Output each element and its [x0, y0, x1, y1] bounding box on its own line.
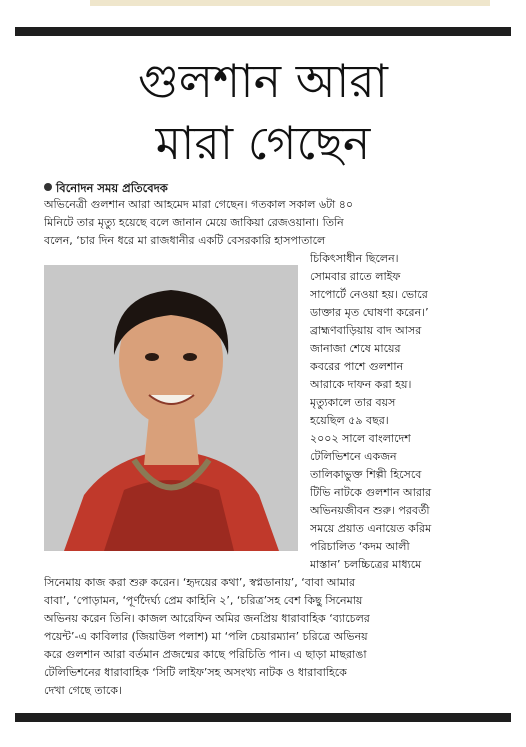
body-line: সোমবার রাতে লাইফ	[310, 270, 401, 283]
body-line: বলেন, ‘চার দিন ধরে মা রাজধানীর একটি বেসরকারি হাসপাতালে	[44, 234, 326, 247]
body-line: হয়েছিল ৫৯ বছর।	[310, 414, 389, 427]
body-line: মৃত্যুকালে তার বয়স	[310, 396, 396, 409]
byline-text: বিনোদন সময় প্রতিবেদক	[56, 181, 168, 195]
body-line: করে গুলশান আরা বর্তমান প্রজন্মের কাছে পরিচিতি পান। এ ছাড়া মাছরাঙা	[44, 648, 367, 661]
body-line: টেলিভিশনে একজন	[310, 450, 397, 463]
body-line: সাপোর্টে নেওয়া হয়। ভোরে	[310, 288, 428, 301]
body-line: মিনিটে তার মৃত্যু হয়েছে বলে জানান মেয়ে জাকিয়া রেজওয়ানা। তিনি	[44, 216, 344, 229]
headline-line-1: গুলশান আরা	[137, 54, 388, 108]
bottom-rule	[15, 713, 511, 722]
body-line: টিভি নাটকে গুলশান আরার	[310, 486, 432, 499]
top-decorative-strip	[90, 0, 490, 6]
body-line: সিনেমায় কাজ করা শুরু করেন। ‘হৃদয়ের কথা’, স্বপ্নডানায়’, ‘বাবা আমার	[44, 576, 356, 589]
body-line: ব্রাহ্মণবাড়িয়ায় বাদ আসর	[310, 324, 422, 337]
body-line: চিকিৎসাধীন ছিলেন।	[310, 252, 399, 265]
portrait-illustration	[44, 265, 298, 551]
bullet-icon	[44, 183, 52, 191]
body-line: আরাকে দাফন করা হয়।	[310, 378, 412, 391]
body-line: ডাক্তার মৃত ঘোষণা করেন।’	[310, 306, 429, 319]
left-eye	[145, 353, 159, 361]
body-line: অভিনয়জীবন শুরু। পরবর্তী	[310, 504, 430, 517]
body-line: টেলিভিশনের ধারাবাহিক ‘সিটি লাইফ’সহ অসংখ্য নাটক ও ধারাবাহিকে	[44, 666, 347, 679]
body-line: দেখা গেছে তাকে।	[44, 684, 122, 697]
headline-line-2: মারা গেছেন	[155, 116, 371, 170]
body-line: মাস্তান’ চলচ্চিত্রের মাধ্যমে	[310, 558, 422, 571]
portrait-photo	[44, 265, 298, 551]
byline	[44, 180, 168, 196]
body-line: তালিকাভুক্ত শিল্পী হিসেবে	[310, 468, 422, 481]
body-line: পয়েন্ট’-এ কাবিলার (জিয়াউল পলাশ) মা ‘পলি চেয়ারম্যান’ চরিত্রে অভিনয়	[44, 630, 368, 643]
body-line: সময়ে প্রয়াত এনায়েত করিম	[310, 522, 432, 535]
headline	[15, 50, 511, 174]
right-eye	[183, 353, 197, 361]
top-rule	[15, 27, 511, 36]
body-line: পরিচালিত ‘কদম আলী	[310, 540, 410, 553]
body-line: অভিনেত্রী গুলশান আরা আহমেদ মারা গেছেন। গতকাল সকাল ৬টা ৪০	[44, 198, 354, 211]
body-line: বাবা’, ‘পোড়ামন, ‘পূর্ণদৈর্ঘ্য প্রেম কাহিনি ২’, ‘চরিত্র’সহ বেশ কিছু সিনেমায়	[44, 594, 363, 607]
body-line: অভিনয় করেন তিনি। কাজল আরেফিন অমির জনপ্রিয় ধারাবাহিক ‘ব্যাচেলর	[44, 612, 370, 625]
body-line: কবরের পাশে গুলশান	[310, 360, 404, 373]
body-line: জানাজা শেষে মায়ের	[310, 342, 401, 355]
body-line: ২০০২ সালে বাংলাদেশ	[310, 432, 411, 445]
